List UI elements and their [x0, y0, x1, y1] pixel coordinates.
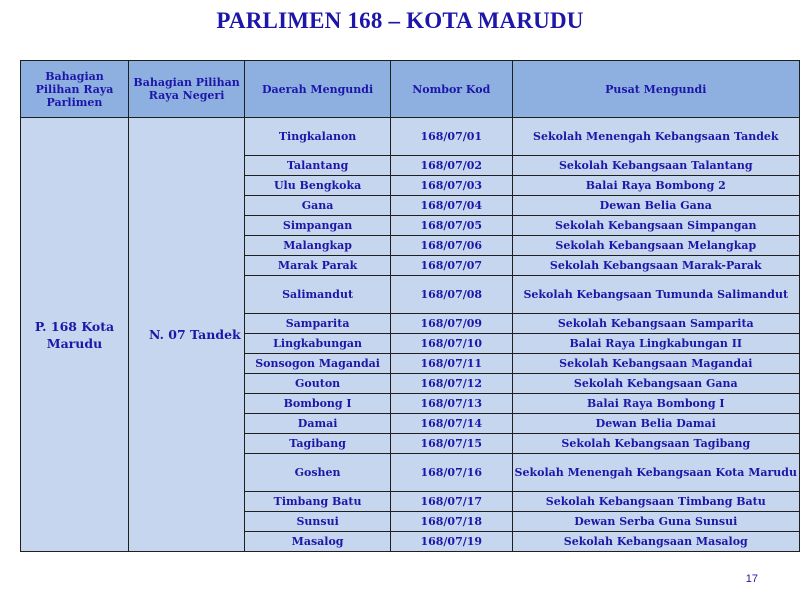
- pusat-cell: Sekolah Kebangsaan Tagibang: [512, 434, 799, 454]
- kod-cell: 168/07/14: [391, 414, 513, 434]
- kod-cell: 168/07/03: [391, 176, 513, 196]
- daerah-cell: Talantang: [245, 156, 391, 176]
- kod-cell: 168/07/16: [391, 454, 513, 492]
- daerah-cell: Bombong I: [245, 394, 391, 414]
- pusat-cell: Dewan Belia Gana: [512, 196, 799, 216]
- kod-cell: 168/07/10: [391, 334, 513, 354]
- table-row: [21, 118, 800, 156]
- pusat-cell: Balai Raya Bombong I: [512, 394, 799, 414]
- daerah-cell: Ulu Bengkoka: [245, 176, 391, 196]
- pusat-cell: Sekolah Kebangsaan Masalog: [512, 532, 799, 552]
- pusat-cell: Sekolah Kebangsaan Talantang: [512, 156, 799, 176]
- daerah-cell: Sunsui: [245, 512, 391, 532]
- daerah-cell: Tagibang: [245, 434, 391, 454]
- daerah-cell: Tingkalanon: [245, 118, 391, 156]
- daerah-cell: Sonsogon Magandai: [245, 354, 391, 374]
- kod-cell: 168/07/09: [391, 314, 513, 334]
- pusat-cell: Balai Raya Bombong 2: [512, 176, 799, 196]
- state-seat-cell: N. 07 Tandek: [128, 118, 244, 552]
- pusat-cell: Sekolah Kebangsaan Gana: [512, 374, 799, 394]
- kod-cell: 168/07/08: [391, 276, 513, 314]
- daerah-cell: Goshen: [245, 454, 391, 492]
- daerah-cell: Gana: [245, 196, 391, 216]
- pusat-cell: Dewan Belia Damai: [512, 414, 799, 434]
- page-title: PARLIMEN 168 – KOTA MARUDU: [216, 8, 584, 33]
- polling-table: [20, 60, 800, 552]
- kod-cell: 168/07/12: [391, 374, 513, 394]
- daerah-cell: Salimandut: [245, 276, 391, 314]
- kod-cell: 168/07/13: [391, 394, 513, 414]
- pusat-cell: Sekolah Kebangsaan Samparita: [512, 314, 799, 334]
- kod-cell: 168/07/07: [391, 256, 513, 276]
- kod-cell: 168/07/19: [391, 532, 513, 552]
- header-daerah: Daerah Mengundi: [245, 61, 391, 118]
- pusat-cell: Sekolah Menengah Kebangsaan Kota Marudu: [512, 454, 799, 492]
- pusat-cell: Balai Raya Lingkabungan II: [512, 334, 799, 354]
- pusat-cell: Sekolah Kebangsaan Marak-Parak: [512, 256, 799, 276]
- kod-cell: 168/07/01: [391, 118, 513, 156]
- table-header-row: [21, 61, 800, 118]
- kod-cell: 168/07/11: [391, 354, 513, 374]
- header-parliament: Bahagian Pilihan Raya Parlimen: [21, 61, 129, 118]
- parliament-cell: P. 168 Kota Marudu: [21, 118, 129, 552]
- daerah-cell: Malangkap: [245, 236, 391, 256]
- kod-cell: 168/07/05: [391, 216, 513, 236]
- page-number: 17: [745, 573, 758, 585]
- daerah-cell: Masalog: [245, 532, 391, 552]
- daerah-cell: Samparita: [245, 314, 391, 334]
- kod-cell: 168/07/04: [391, 196, 513, 216]
- pusat-cell: Sekolah Kebangsaan Timbang Batu: [512, 492, 799, 512]
- daerah-cell: Damai: [245, 414, 391, 434]
- kod-cell: 168/07/15: [391, 434, 513, 454]
- kod-cell: 168/07/17: [391, 492, 513, 512]
- kod-cell: 168/07/06: [391, 236, 513, 256]
- pusat-cell: Sekolah Menengah Kebangsaan Tandek: [512, 118, 799, 156]
- daerah-cell: Lingkabungan: [245, 334, 391, 354]
- kod-cell: 168/07/18: [391, 512, 513, 532]
- daerah-cell: Gouton: [245, 374, 391, 394]
- daerah-cell: Marak Parak: [245, 256, 391, 276]
- header-kod: Nombor Kod: [391, 61, 513, 118]
- pusat-cell: Dewan Serba Guna Sunsui: [512, 512, 799, 532]
- pusat-cell: Sekolah Kebangsaan Magandai: [512, 354, 799, 374]
- daerah-cell: Timbang Batu: [245, 492, 391, 512]
- header-state-seat: Bahagian Pilihan Raya Negeri: [128, 61, 244, 118]
- pusat-cell: Sekolah Kebangsaan Tumunda Salimandut: [512, 276, 799, 314]
- kod-cell: 168/07/02: [391, 156, 513, 176]
- header-pusat: Pusat Mengundi: [512, 61, 799, 118]
- pusat-cell: Sekolah Kebangsaan Simpangan: [512, 216, 799, 236]
- pusat-cell: Sekolah Kebangsaan Melangkap: [512, 236, 799, 256]
- daerah-cell: Simpangan: [245, 216, 391, 236]
